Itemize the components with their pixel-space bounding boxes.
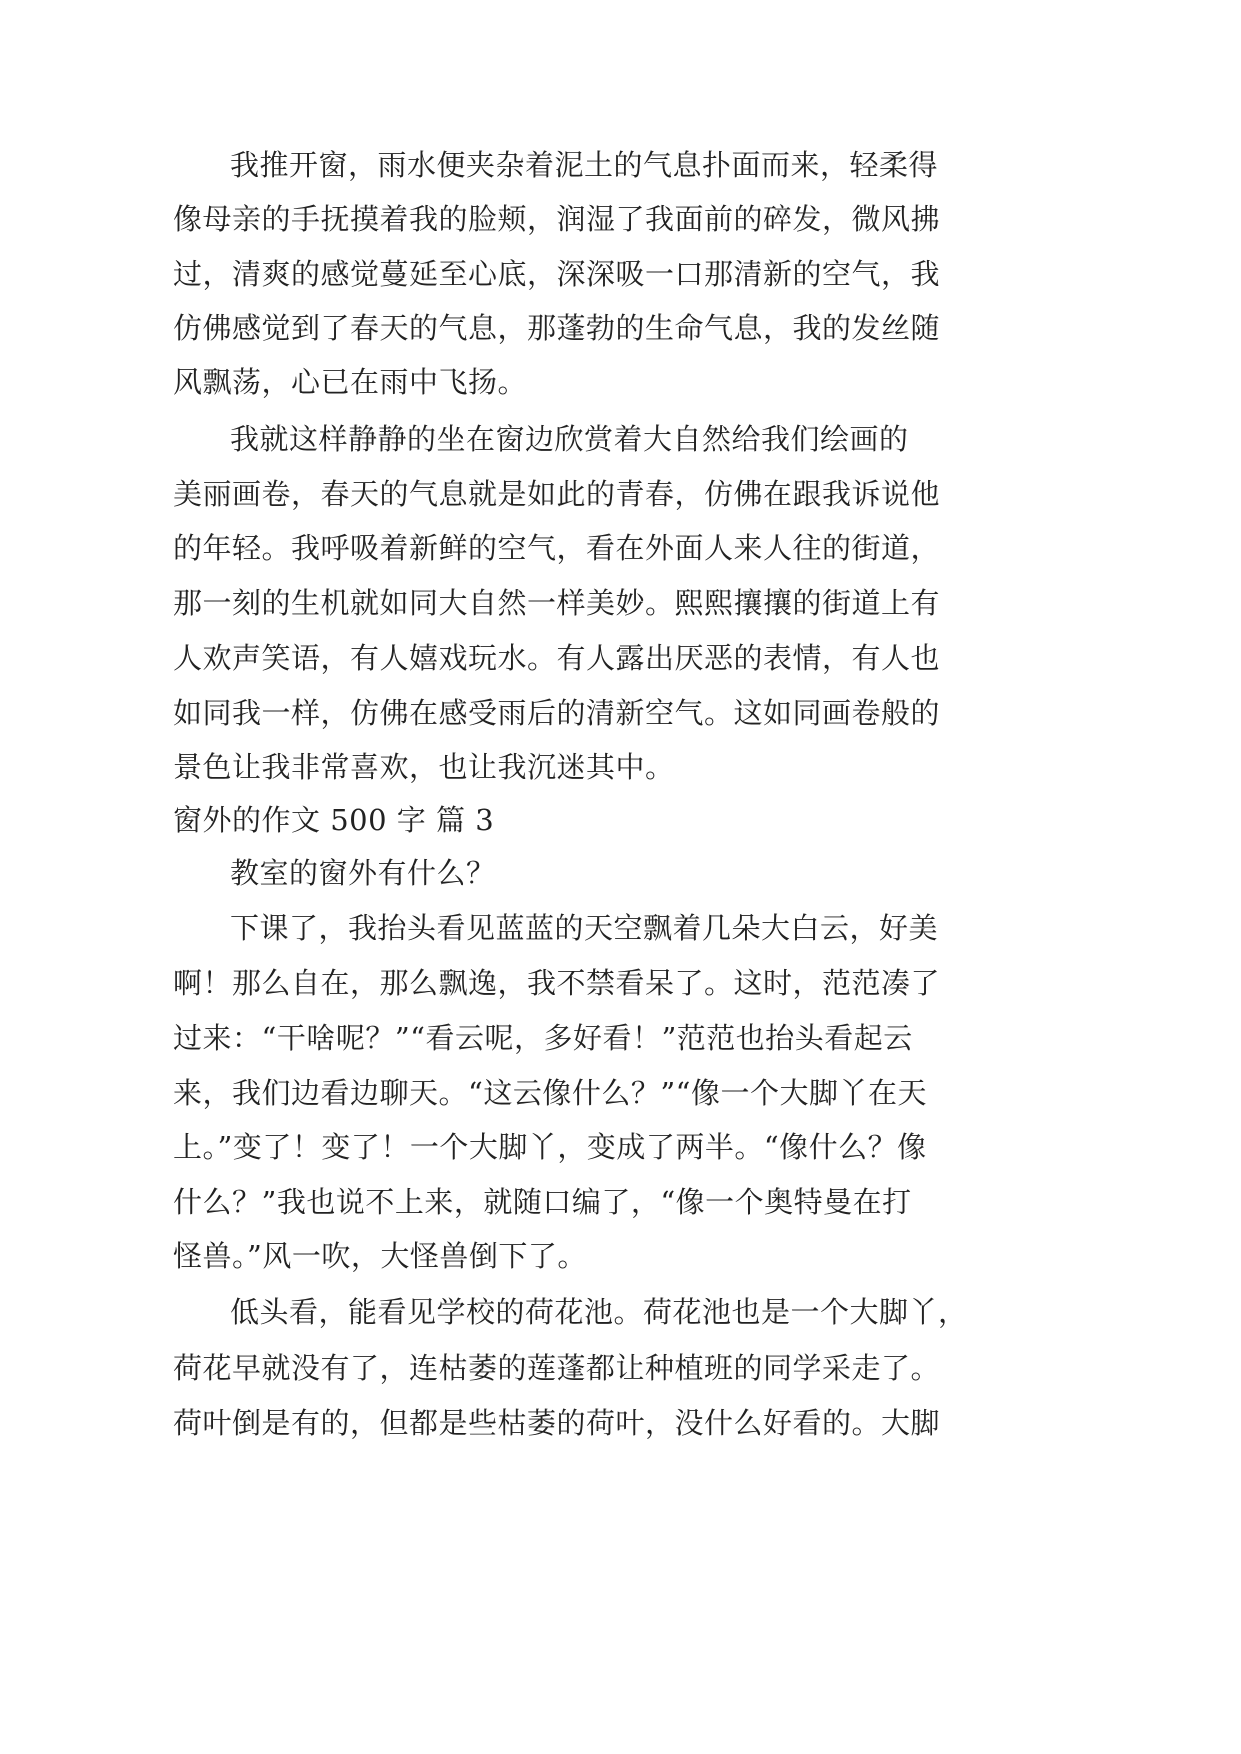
text-line: 荷叶倒是有的，但都是些枯萎的荷叶，没什么好看的。大脚 bbox=[173, 1406, 941, 1440]
text-line: 啊！那么自在，那么飘逸，我不禁看呆了。这时，范范凑了 bbox=[173, 966, 941, 1000]
text-line: 过来：“干啥呢？”“看云呢，多好看！”范范也抬头看起云 bbox=[173, 1021, 913, 1055]
text-line: 我就这样静静的坐在窗边欣赏着大自然给我们绘画的 bbox=[230, 422, 909, 456]
text-line: 怪兽。”风一吹，大怪兽倒下了。 bbox=[173, 1239, 587, 1273]
text-line: 来，我们边看边聊天。“这云像什么？”“像一个大脚丫在天 bbox=[173, 1076, 927, 1110]
text-line: 下课了，我抬头看见蓝蓝的天空飘着几朵大白云，好美 bbox=[230, 911, 939, 945]
text-line: 的年轻。我呼吸着新鲜的空气，看在外面人来人往的街道， bbox=[173, 531, 941, 565]
section-heading: 窗外的作文 500 字 篇 3 bbox=[173, 803, 495, 837]
text-line: 什么？”我也说不上来，就随口编了，“像一个奥特曼在打 bbox=[173, 1185, 912, 1219]
text-line: 景色让我非常喜欢，也让我沉迷其中。 bbox=[173, 750, 675, 784]
text-line: 过，清爽的感觉蔓延至心底，深深吸一口那清新的空气，我 bbox=[173, 257, 941, 291]
text-line: 人欢声笑语，有人嬉戏玩水。有人露出厌恶的表情，有人也 bbox=[173, 641, 941, 675]
text-line: 荷花早就没有了，连枯萎的莲蓬都让种植班的同学采走了。 bbox=[173, 1351, 941, 1385]
text-line: 上。”变了！变了！一个大脚丫，变成了两半。“像什么？像 bbox=[173, 1130, 927, 1164]
text-line: 如同我一样，仿佛在感受雨后的清新空气。这如同画卷般的 bbox=[173, 696, 941, 730]
text-line: 风飘荡，心已在雨中飞扬。 bbox=[173, 365, 528, 399]
text-line: 那一刻的生机就如同大自然一样美妙。熙熙攘攘的街道上有 bbox=[173, 586, 941, 620]
text-line: 仿佛感觉到了春天的气息，那蓬勃的生命气息，我的发丝随 bbox=[173, 311, 941, 345]
text-line: 教室的窗外有什么？ bbox=[230, 856, 496, 890]
text-line: 美丽画卷，春天的气息就是如此的青春，仿佛在跟我诉说他 bbox=[173, 477, 941, 511]
text-line: 我推开窗，雨水便夹杂着泥土的气息扑面而来，轻柔得 bbox=[230, 148, 939, 182]
text-line: 像母亲的手抚摸着我的脸颊，润湿了我面前的碎发，微风拂 bbox=[173, 202, 941, 236]
text-line: 低头看，能看见学校的荷花池。荷花池也是一个大脚丫， bbox=[230, 1295, 968, 1329]
